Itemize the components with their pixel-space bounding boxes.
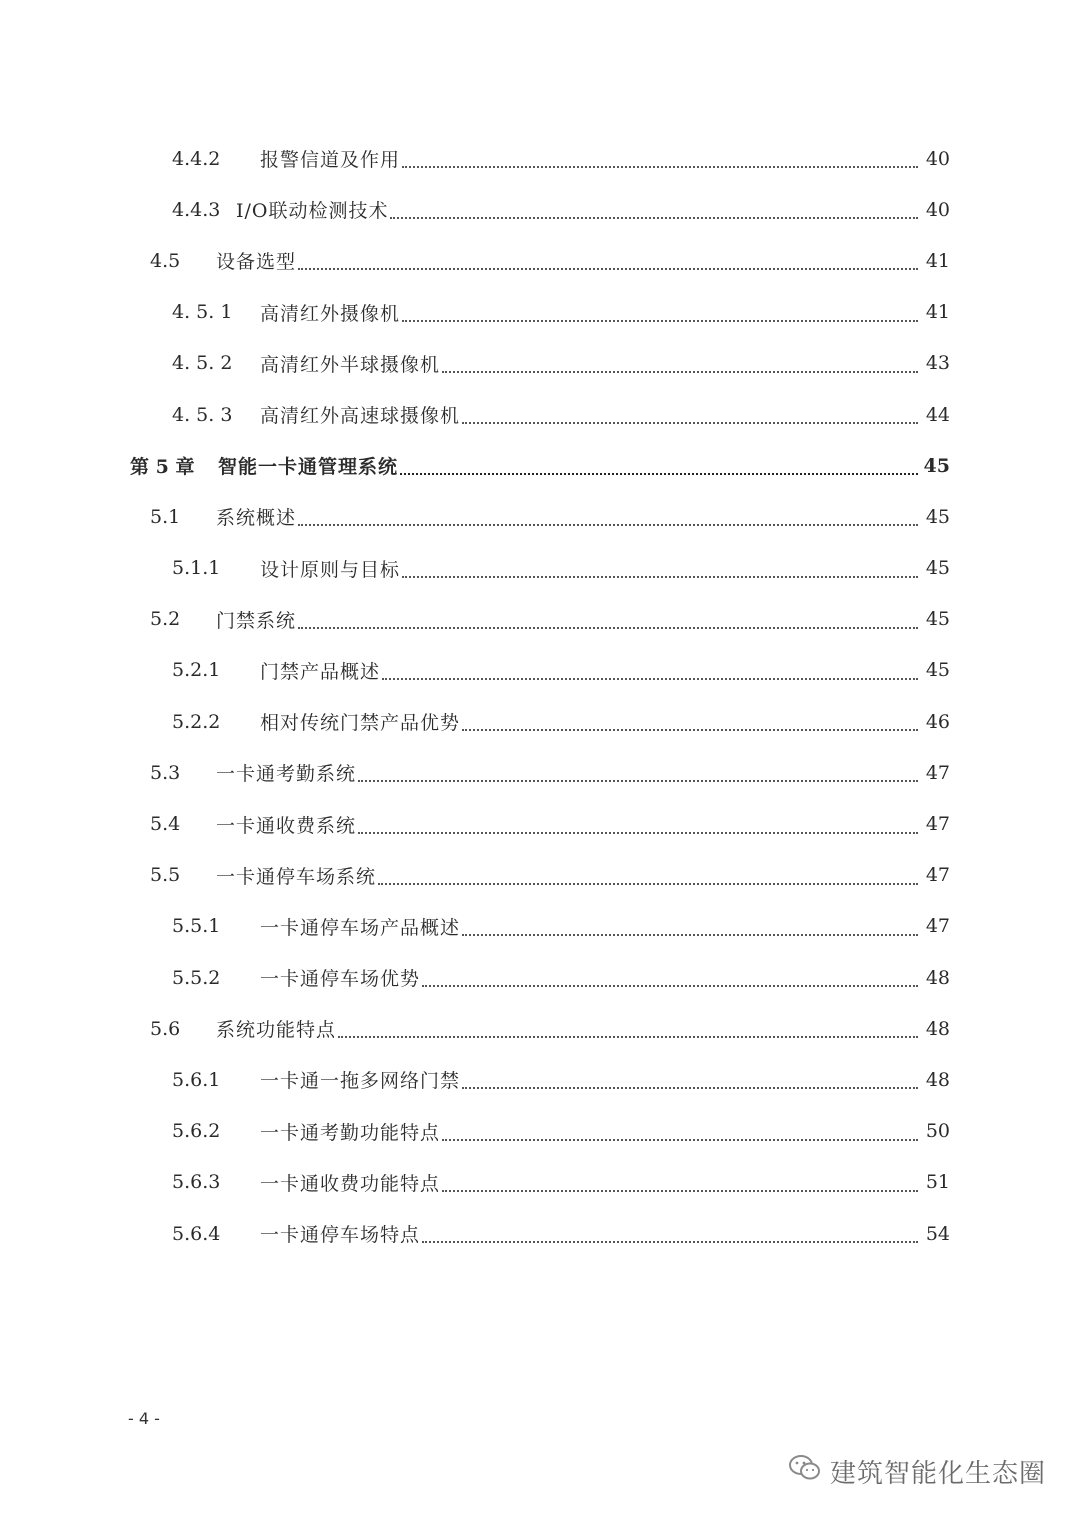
toc-entry[interactable]	[0, 1106, 1080, 1157]
toc-entry-number: 5.2.2	[172, 710, 221, 733]
toc-entry-number: 5.5.2	[172, 966, 221, 989]
toc-entry[interactable]	[0, 901, 1080, 952]
toc-entry[interactable]	[0, 1208, 1080, 1259]
dot-leader	[442, 1138, 918, 1141]
dot-leader	[462, 1086, 918, 1089]
toc-entry[interactable]	[0, 491, 1080, 542]
wechat-icon	[788, 1453, 830, 1490]
toc-entry-title: 高清红外摄像机	[260, 302, 401, 325]
toc-entry[interactable]	[0, 1054, 1080, 1105]
toc-entry[interactable]	[0, 389, 1080, 440]
toc-entry[interactable]	[0, 952, 1080, 1003]
toc-entry[interactable]	[0, 287, 1080, 338]
dot-leader	[402, 165, 918, 168]
toc-entry[interactable]	[0, 235, 1080, 286]
toc-entry-page: 47	[925, 864, 950, 887]
watermark	[788, 1453, 1046, 1490]
toc-entry-number: 5.1	[150, 505, 181, 528]
toc-entry-title: 一卡通停车场系统	[216, 865, 377, 888]
dot-leader	[382, 677, 918, 680]
toc-entry-page: 48	[925, 1017, 950, 1040]
toc-entry-title: 一卡通收费功能特点	[260, 1172, 441, 1195]
toc-entry-page: 41	[925, 301, 950, 324]
toc-entry-page: 46	[925, 710, 950, 733]
toc-entry[interactable]	[0, 1003, 1080, 1054]
dot-leader	[298, 626, 918, 629]
toc-entry-title: I/O联动检测技术	[236, 200, 389, 223]
toc-entry-page: 41	[925, 249, 950, 272]
toc-entry-title: 一卡通收费系统	[216, 814, 357, 837]
toc-entry-number: 第 5 章	[130, 456, 195, 479]
toc-entry-page: 48	[925, 1068, 950, 1091]
toc-entry[interactable]	[0, 133, 1080, 184]
toc-entry-title: 一卡通停车场特点	[260, 1224, 421, 1247]
dot-leader	[298, 523, 918, 526]
dot-leader	[378, 882, 918, 885]
toc-entry-page: 50	[925, 1120, 950, 1143]
toc-entry[interactable]	[0, 696, 1080, 747]
toc-entry-page: 47	[925, 761, 950, 784]
toc-entry-title: 智能一卡通管理系统	[218, 456, 399, 479]
dot-leader	[442, 370, 918, 373]
toc-entry-page: 47	[925, 915, 950, 938]
dot-leader	[462, 421, 918, 424]
toc-entry-page: 40	[925, 147, 950, 170]
toc-entry-title: 相对传统门禁产品优势	[260, 712, 461, 735]
toc-entry-page: 45	[925, 659, 950, 682]
dot-leader	[422, 984, 918, 987]
toc-entry[interactable]	[0, 594, 1080, 645]
toc-entry[interactable]	[0, 1157, 1080, 1208]
dot-leader	[338, 1035, 918, 1038]
toc-entry-page: 45	[925, 557, 950, 580]
toc-entry-page: 54	[925, 1222, 950, 1245]
dot-leader	[462, 728, 918, 731]
toc-entry-number: 5.5.1	[172, 915, 221, 938]
toc-entry-number: 4. 5. 3	[172, 403, 233, 426]
toc-entry-number: 5.1.1	[172, 557, 221, 580]
dot-leader	[422, 1240, 918, 1243]
toc-entry-title: 一卡通停车场产品概述	[260, 916, 461, 939]
toc-entry-number: 4.4.3	[172, 198, 221, 221]
toc-entry-page: 40	[925, 198, 950, 221]
toc-entry-title: 门禁系统	[216, 609, 297, 632]
toc-entry-title: 高清红外高速球摄像机	[260, 405, 461, 428]
toc-entry[interactable]	[0, 543, 1080, 594]
toc-entry-title: 一卡通一拖多网络门禁	[260, 1070, 461, 1093]
toc-entry-number: 4. 5. 2	[172, 352, 233, 375]
toc-entry-page: 51	[925, 1171, 950, 1194]
toc-entry-number: 5.6.2	[172, 1120, 221, 1143]
dot-leader	[400, 472, 918, 475]
toc-entry-number: 5.5	[150, 864, 181, 887]
dot-leader	[358, 831, 918, 834]
toc-entry-title: 一卡通考勤系统	[216, 763, 357, 786]
toc-entry[interactable]	[0, 850, 1080, 901]
toc-entry-page: 47	[925, 813, 950, 836]
toc-entry-title: 门禁产品概述	[260, 660, 381, 683]
dot-leader	[402, 575, 918, 578]
toc-entry[interactable]	[0, 440, 1080, 491]
toc-entry-title: 高清红外半球摄像机	[260, 353, 441, 376]
toc-entry-page: 43	[925, 352, 950, 375]
toc-entry-page: 44	[925, 403, 950, 426]
toc-entry[interactable]	[0, 798, 1080, 849]
toc-entry-number: 4.5	[150, 249, 181, 272]
toc-entry-page: 45	[925, 505, 950, 528]
dot-leader	[358, 779, 918, 782]
toc-entry-number: 5.6.3	[172, 1171, 221, 1194]
toc-entry-number: 5.2	[150, 608, 181, 631]
toc-entry-number: 5.6	[150, 1017, 181, 1040]
dot-leader	[462, 933, 918, 936]
dot-leader	[402, 319, 918, 322]
table-of-contents	[0, 133, 1080, 1259]
toc-entry-title: 设备选型	[216, 251, 297, 274]
toc-entry-number: 5.6.4	[172, 1222, 221, 1245]
toc-entry-title: 设计原则与目标	[260, 558, 401, 581]
toc-entry[interactable]	[0, 747, 1080, 798]
page-number: - 4 -	[128, 1409, 160, 1428]
toc-entry-page: 45	[923, 454, 950, 477]
toc-entry-title: 一卡通考勤功能特点	[260, 1121, 441, 1144]
toc-entry-page: 48	[925, 966, 950, 989]
toc-entry-number: 5.3	[150, 761, 181, 784]
dot-leader	[442, 1189, 918, 1192]
toc-entry-title: 系统概述	[216, 507, 297, 530]
toc-entry[interactable]	[0, 645, 1080, 696]
toc-entry-title: 一卡通停车场优势	[260, 968, 421, 991]
toc-entry[interactable]	[0, 184, 1080, 235]
toc-entry-page: 45	[925, 608, 950, 631]
toc-entry-number: 5.4	[150, 813, 181, 836]
dot-leader	[390, 216, 918, 219]
dot-leader	[298, 267, 918, 270]
watermark-text: 建筑智能化生态圈	[829, 1459, 1046, 1489]
toc-entry[interactable]	[0, 338, 1080, 389]
toc-entry-number: 5.2.1	[172, 659, 221, 682]
toc-entry-title: 报警信道及作用	[260, 149, 401, 172]
toc-entry-number: 4. 5. 1	[172, 301, 233, 324]
toc-entry-title: 系统功能特点	[216, 1019, 337, 1042]
toc-entry-number: 4.4.2	[172, 147, 221, 170]
toc-entry-number: 5.6.1	[172, 1068, 221, 1091]
